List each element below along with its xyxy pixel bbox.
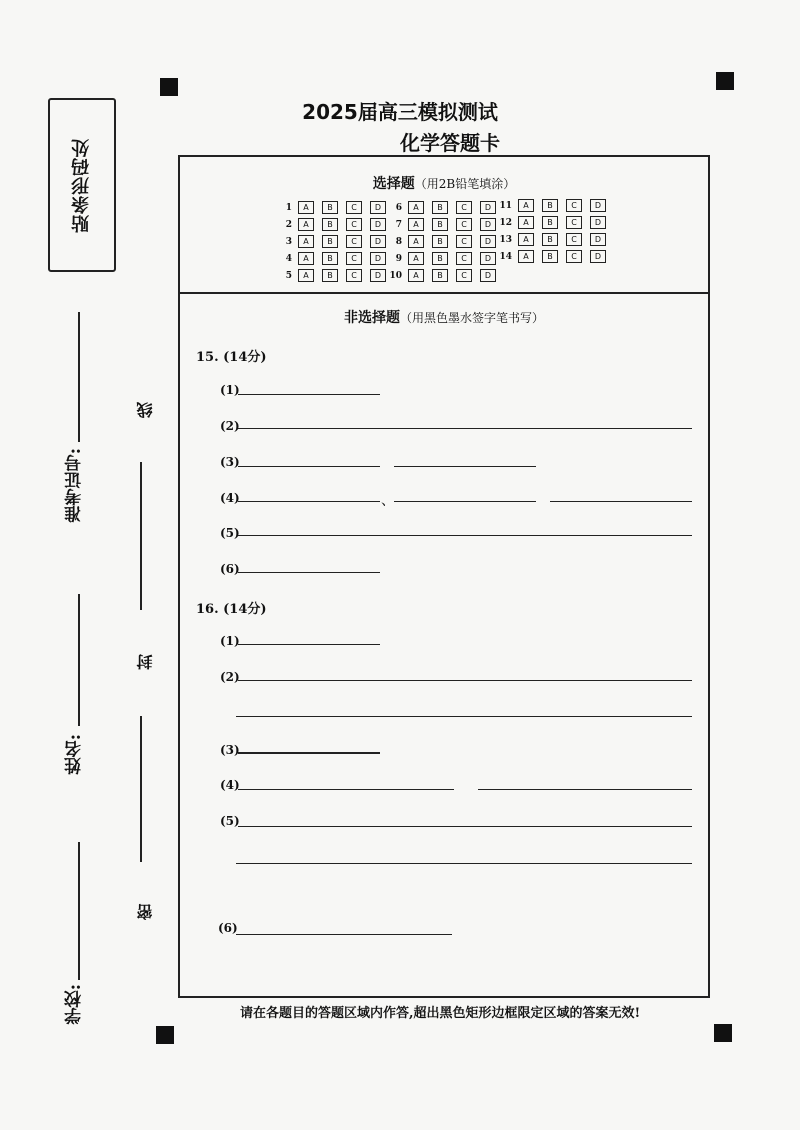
q16-part5-answer-2[interactable] xyxy=(236,862,692,864)
footer-note: 请在各题目的答题区域内作答,超出黑色矩形边框限定区域的答案无效! xyxy=(240,1006,641,1021)
section-divider xyxy=(178,292,710,294)
q16-part5-label: (5) xyxy=(220,814,240,828)
q15-part3-label: (3) xyxy=(220,455,240,469)
option-d-bubble[interactable]: D xyxy=(370,235,386,248)
option-b-bubble[interactable]: B xyxy=(322,218,338,231)
q16-part2-label: (2) xyxy=(220,670,240,684)
option-c-bubble[interactable]: C xyxy=(346,269,362,282)
option-a-bubble[interactable]: A xyxy=(408,201,424,214)
answer-sheet-title: 化学答题卡 xyxy=(400,131,500,155)
fr-title: 非选择题 xyxy=(343,310,400,326)
mc-question xyxy=(272,199,394,216)
mc-question xyxy=(492,248,614,265)
corner-mark-bottom-right xyxy=(714,1024,732,1042)
q15-part4-separator: 、 xyxy=(381,493,395,509)
option-b-bubble[interactable]: B xyxy=(322,235,338,248)
option-c-bubble[interactable]: C xyxy=(566,216,582,229)
option-d-bubble[interactable]: D xyxy=(480,235,496,248)
q15-part1-answer[interactable] xyxy=(238,393,380,395)
mc-title: 选择题 xyxy=(372,176,415,192)
q16-part3-answer[interactable] xyxy=(238,751,380,754)
mc-question-number: 13 xyxy=(499,234,512,245)
option-a-bubble[interactable]: A xyxy=(298,269,314,282)
q15-part2-label: (2) xyxy=(220,419,240,433)
mc-question xyxy=(382,216,504,233)
q15-part5-label: (5) xyxy=(220,526,240,540)
option-c-bubble[interactable]: C xyxy=(346,235,362,248)
q16-part1-label: (1) xyxy=(220,634,240,648)
mc-column-1 xyxy=(272,199,394,284)
option-c-bubble[interactable]: C xyxy=(566,233,582,246)
mc-question-number: 6 xyxy=(395,202,402,213)
q15-part1-label: (1) xyxy=(220,383,240,397)
option-c-bubble[interactable]: C xyxy=(456,252,472,265)
q16-part4-label: (4) xyxy=(220,778,240,792)
mc-question-number: 5 xyxy=(285,270,292,281)
q15-part6-label: (6) xyxy=(220,562,240,576)
mc-question-number: 9 xyxy=(395,253,402,264)
option-d-bubble[interactable]: D xyxy=(370,269,386,282)
q16-heading: 16. (14分) xyxy=(196,602,267,617)
barcode-label: 贴条形码处 xyxy=(71,137,92,233)
school-line xyxy=(78,842,80,980)
seal-line-2 xyxy=(140,716,142,862)
option-b-bubble[interactable]: B xyxy=(322,269,338,282)
option-d-bubble[interactable]: D xyxy=(590,250,606,263)
mc-column-3 xyxy=(492,197,614,265)
option-a-bubble[interactable]: A xyxy=(408,252,424,265)
q15-part6-answer[interactable] xyxy=(238,571,380,573)
option-a-bubble[interactable]: A xyxy=(408,218,424,231)
option-b-bubble[interactable]: B xyxy=(542,250,558,263)
q16-part1-answer[interactable] xyxy=(238,643,380,645)
mc-column-2 xyxy=(382,199,504,284)
mc-question-number: 10 xyxy=(389,270,402,281)
mc-question-number: 12 xyxy=(499,217,512,228)
exam-id-label: 准考证号: xyxy=(65,448,85,523)
option-b-bubble[interactable]: B xyxy=(432,201,448,214)
option-d-bubble[interactable]: D xyxy=(590,199,606,212)
mc-question xyxy=(272,216,394,233)
option-a-bubble[interactable]: A xyxy=(408,269,424,282)
option-b-bubble[interactable]: B xyxy=(542,233,558,246)
option-c-bubble[interactable]: C xyxy=(346,218,362,231)
q16-part4-answer-2[interactable] xyxy=(478,788,692,790)
option-b-bubble[interactable]: B xyxy=(322,201,338,214)
mc-question-number: 2 xyxy=(285,219,292,230)
option-d-bubble[interactable]: D xyxy=(590,216,606,229)
q15-part4-answer-2[interactable] xyxy=(394,500,536,502)
q16-part2-answer-2[interactable] xyxy=(236,715,692,717)
name-line xyxy=(78,594,80,726)
option-c-bubble[interactable]: C xyxy=(456,201,472,214)
option-a-bubble[interactable]: A xyxy=(298,218,314,231)
q16-part6-label: (6) xyxy=(218,921,238,935)
corner-mark-bottom-left xyxy=(156,1026,174,1044)
mc-question xyxy=(382,199,504,216)
option-d-bubble[interactable]: D xyxy=(480,218,496,231)
option-d-bubble[interactable]: D xyxy=(370,252,386,265)
option-b-bubble[interactable]: B xyxy=(432,269,448,282)
fr-instruction: （用黑色墨水签字笔书写） xyxy=(399,311,544,325)
mc-question-number: 8 xyxy=(395,236,402,247)
q15-part4-answer-1[interactable] xyxy=(238,500,380,502)
option-c-bubble[interactable]: C xyxy=(346,252,362,265)
q15-part3-answer-1[interactable] xyxy=(238,465,380,467)
option-d-bubble[interactable]: D xyxy=(480,269,496,282)
mc-question xyxy=(272,267,394,284)
exam-id-line xyxy=(78,312,80,442)
option-a-bubble[interactable]: A xyxy=(298,252,314,265)
mc-question xyxy=(492,197,614,214)
q16-part2-answer-1[interactable] xyxy=(238,679,692,681)
mc-question-number: 14 xyxy=(499,251,512,262)
q15-part2-answer[interactable] xyxy=(238,427,692,429)
q15-part4-answer-3[interactable] xyxy=(550,500,692,502)
q16-part3-label: (3) xyxy=(220,743,240,757)
corner-mark-top-left xyxy=(160,78,178,96)
mc-question-number: 1 xyxy=(285,202,292,213)
q16-part4-answer-1[interactable] xyxy=(238,788,454,790)
mc-question xyxy=(382,250,504,267)
mc-question xyxy=(492,231,614,248)
seal-char-xian: 线 xyxy=(136,402,155,418)
corner-mark-top-right xyxy=(716,72,734,90)
option-c-bubble[interactable]: C xyxy=(566,199,582,212)
mc-question-number: 3 xyxy=(285,236,292,247)
mc-question xyxy=(492,214,614,231)
seal-line-1 xyxy=(140,462,142,610)
option-a-bubble[interactable]: A xyxy=(298,235,314,248)
q16-part6-answer[interactable] xyxy=(236,933,452,935)
option-b-bubble[interactable]: B xyxy=(432,218,448,231)
option-c-bubble[interactable]: C xyxy=(566,250,582,263)
option-b-bubble[interactable]: B xyxy=(322,252,338,265)
option-a-bubble[interactable]: A xyxy=(518,199,534,212)
mc-question-number: 7 xyxy=(395,219,402,230)
q15-part5-answer[interactable] xyxy=(238,534,692,536)
school-label: 学校: xyxy=(65,984,85,1025)
option-d-bubble[interactable]: D xyxy=(370,218,386,231)
mc-section-title xyxy=(0,173,800,193)
q15-heading: 15. (14分) xyxy=(196,350,267,365)
fr-section-title xyxy=(0,307,800,327)
option-b-bubble[interactable]: B xyxy=(432,252,448,265)
option-a-bubble[interactable]: A xyxy=(518,216,534,229)
mc-question xyxy=(382,233,504,250)
option-b-bubble[interactable]: B xyxy=(432,235,448,248)
q15-part3-answer-2[interactable] xyxy=(394,465,536,467)
mc-question xyxy=(272,233,394,250)
exam-title: 2025届高三模拟测试 xyxy=(302,100,498,124)
option-c-bubble[interactable]: C xyxy=(456,235,472,248)
option-b-bubble[interactable]: B xyxy=(542,216,558,229)
mc-question xyxy=(382,267,504,284)
mc-instruction: （用2B铅笔填涂） xyxy=(414,177,516,191)
name-label: 姓名: xyxy=(65,734,85,775)
option-c-bubble[interactable]: C xyxy=(456,269,472,282)
option-d-bubble[interactable]: D xyxy=(370,201,386,214)
option-a-bubble[interactable]: A xyxy=(518,250,534,263)
option-a-bubble[interactable]: A xyxy=(298,201,314,214)
option-a-bubble[interactable]: A xyxy=(518,233,534,246)
option-b-bubble[interactable]: B xyxy=(542,199,558,212)
option-d-bubble[interactable]: D xyxy=(590,233,606,246)
seal-char-mi: 密 xyxy=(136,904,155,920)
mc-question-number: 11 xyxy=(499,200,512,211)
mc-question xyxy=(272,250,394,267)
q15-part4-label: (4) xyxy=(220,491,240,505)
mc-question-number: 4 xyxy=(285,253,292,264)
option-c-bubble[interactable]: C xyxy=(456,218,472,231)
q16-part5-answer-1[interactable] xyxy=(238,825,692,827)
option-d-bubble[interactable]: D xyxy=(480,201,496,214)
option-d-bubble[interactable]: D xyxy=(480,252,496,265)
option-c-bubble[interactable]: C xyxy=(346,201,362,214)
option-a-bubble[interactable]: A xyxy=(408,235,424,248)
seal-char-feng: 封 xyxy=(136,654,155,670)
